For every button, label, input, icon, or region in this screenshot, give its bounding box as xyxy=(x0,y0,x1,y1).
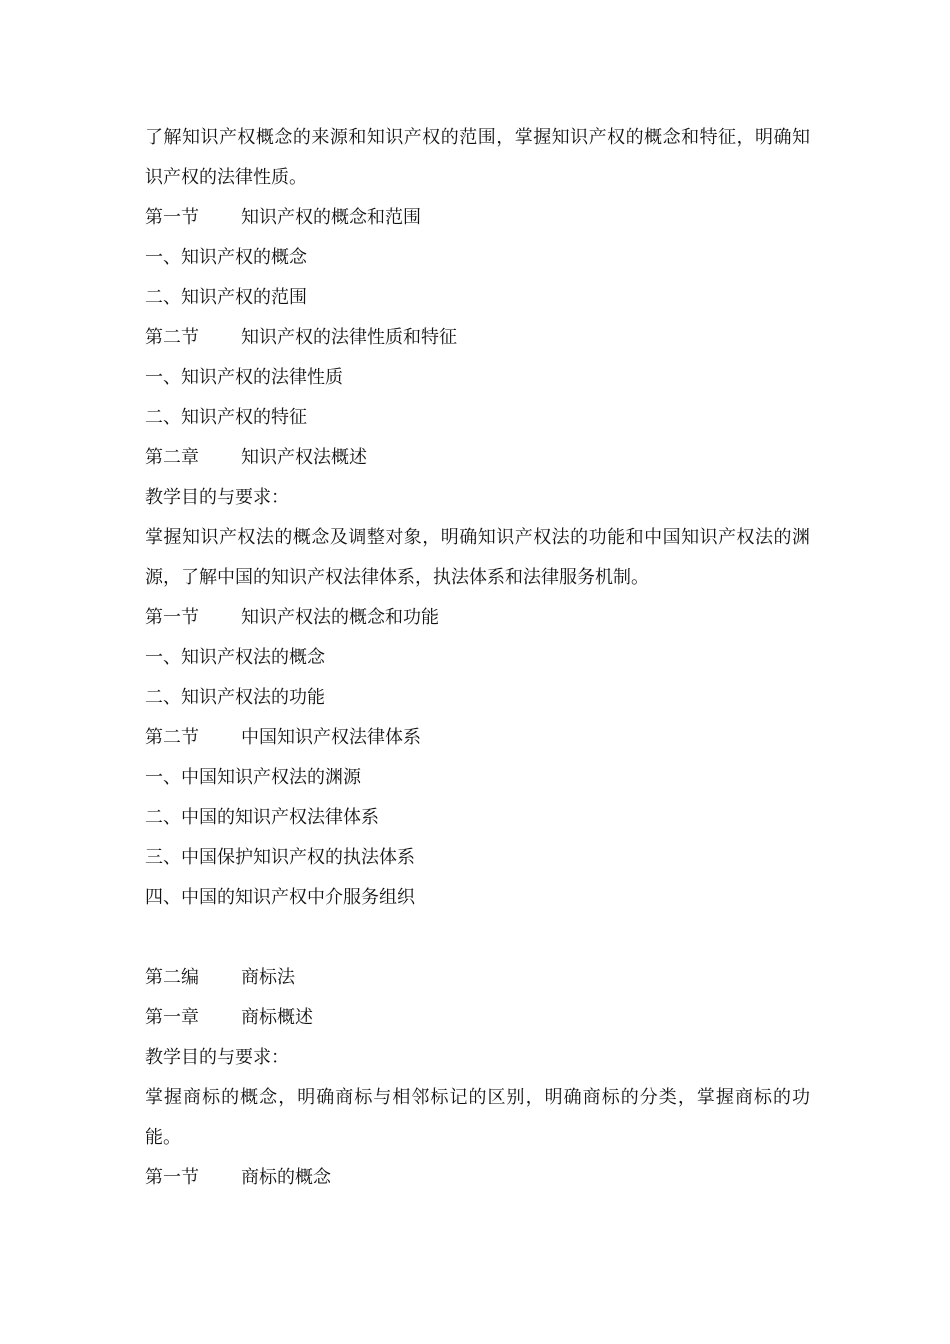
part-heading xyxy=(145,958,810,998)
document-body xyxy=(145,118,810,1198)
chapter-number: 第二章 xyxy=(145,447,199,468)
section-number: 第二节 xyxy=(145,327,199,348)
section-heading xyxy=(145,198,810,238)
list-item: 一、知识产权的法律性质 xyxy=(145,367,343,388)
chapter-title: 商标概述 xyxy=(241,1007,313,1028)
chapter-title: 知识产权法概述 xyxy=(241,447,367,468)
list-item: 二、知识产权的特征 xyxy=(145,407,307,428)
blank-line xyxy=(145,918,810,958)
section-title: 知识产权法的概念和功能 xyxy=(241,607,439,628)
section-number: 第一节 xyxy=(145,207,199,228)
section-heading xyxy=(145,598,810,638)
list-item: 一、知识产权的概念 xyxy=(145,247,307,268)
section-heading xyxy=(145,1158,810,1198)
section-title: 知识产权的概念和范围 xyxy=(241,207,421,228)
part-number: 第二编 xyxy=(145,967,199,988)
list-item: 一、中国知识产权法的渊源 xyxy=(145,767,361,788)
list-item: 二、知识产权法的功能 xyxy=(145,687,325,708)
intro-paragraph: 了解知识产权概念的来源和知识产权的范围，掌握知识产权的概念和特征，明确知识产权的法律性质。 xyxy=(145,127,810,188)
list-item: 四、中国的知识产权中介服务组织 xyxy=(145,887,415,908)
goal-label: 教学目的与要求： xyxy=(145,1047,289,1068)
section-heading xyxy=(145,718,810,758)
list-item: 二、知识产权的范围 xyxy=(145,287,307,308)
chapter-heading xyxy=(145,438,810,478)
section-number: 第一节 xyxy=(145,1167,199,1188)
goal-paragraph: 掌握知识产权法的概念及调整对象，明确知识产权法的功能和中国知识产权法的渊源，了解中国的知识产权法律体系，执法体系和法律服务机制。 xyxy=(145,527,810,588)
list-item: 一、知识产权法的概念 xyxy=(145,647,325,668)
goal-paragraph: 掌握商标的概念，明确商标与相邻标记的区别，明确商标的分类，掌握商标的功能。 xyxy=(145,1087,810,1148)
chapter-heading xyxy=(145,998,810,1038)
chapter-number: 第一章 xyxy=(145,1007,199,1028)
section-title: 知识产权的法律性质和特征 xyxy=(241,327,457,348)
section-number: 第二节 xyxy=(145,727,199,748)
list-item: 二、中国的知识产权法律体系 xyxy=(145,807,379,828)
part-title: 商标法 xyxy=(241,967,295,988)
section-heading xyxy=(145,318,810,358)
section-title: 中国知识产权法律体系 xyxy=(241,727,421,748)
goal-label: 教学目的与要求： xyxy=(145,487,289,508)
section-title: 商标的概念 xyxy=(241,1167,331,1188)
list-item: 三、中国保护知识产权的执法体系 xyxy=(145,847,415,868)
section-number: 第一节 xyxy=(145,607,199,628)
